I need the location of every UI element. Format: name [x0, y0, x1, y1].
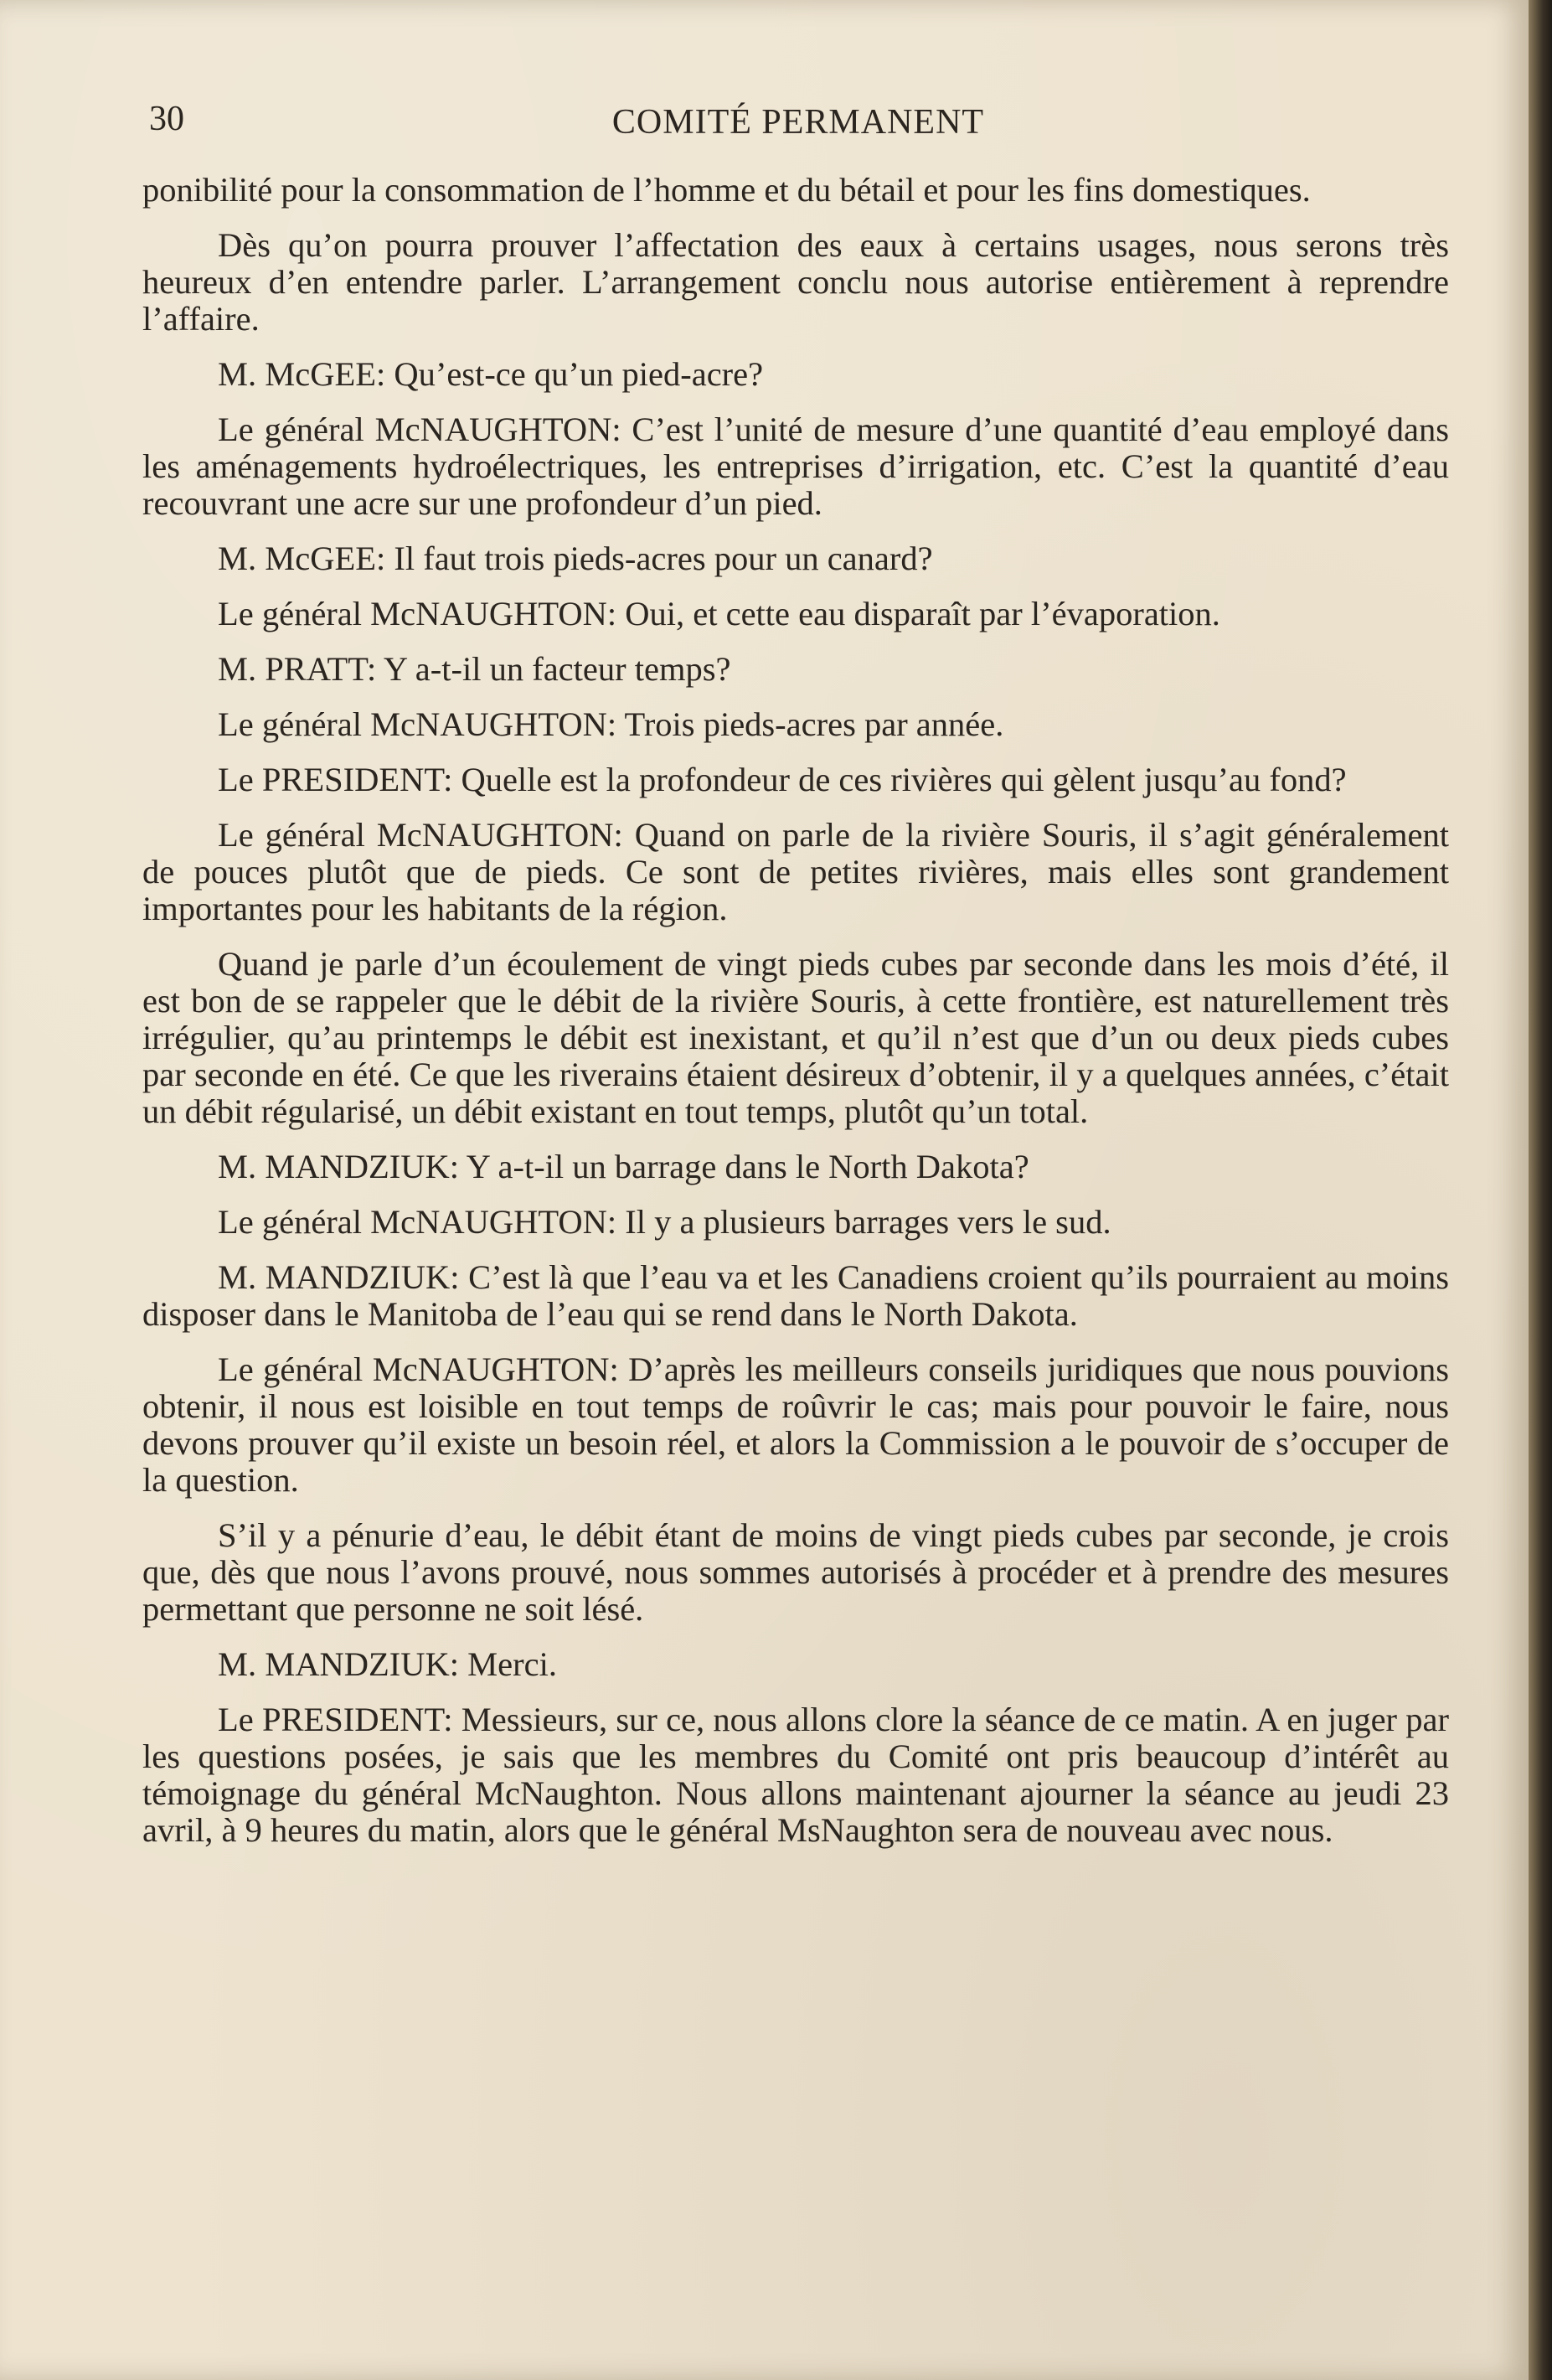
page-header	[149, 99, 1447, 149]
paragraph: Le général McNAUGHTON: Oui, et cette eau disparaît par l’évaporation.	[218, 595, 1220, 632]
paragraph: Le général McNAUGHTON: C’est l’unité de mesure d’une quantité d’eau employé dans les aménagements hydroélectriques, les entreprises d’irrigation, etc. C’est la quantité d’eau recouvrant une acre sur une profondeur d’un pied.	[142, 410, 1449, 522]
paragraph: M. McGEE: Qu’est-ce qu’un pied-acre?	[218, 355, 764, 393]
paragraph: S’il y a pénurie d’eau, le débit étant de moins de vingt pieds cubes par seconde, je crois que, dès que nous l’avons prouvé, nous sommes autorisés à procéder et à prendre des mesures permettant que personne ne soit lésé.	[142, 1516, 1449, 1628]
paragraph: Dès qu’on pourra prouver l’affectation des eaux à certains usages, nous serons très heureux d’en entendre parler. L’arrangement conclu nous autorise entièrement à reprendre l’affaire.	[142, 226, 1449, 338]
paragraph: Le PRESIDENT: Quelle est la profondeur de ces rivières qui gèlent jusqu’au fond?	[218, 761, 1347, 798]
page-number: 30	[149, 100, 184, 138]
paragraph: M. MANDZIUK: C’est là que l’eau va et les Canadiens croient qu’ils pourraient au moins disposer dans le Manitoba de l’eau qui se rend dans le North Dakota.	[142, 1258, 1449, 1333]
book-binding-edge	[1529, 0, 1552, 2380]
paragraph: Quand je parle d’un écoulement de vingt pieds cubes par seconde dans les mois d’été, il est bon de se rappeler que le débit de la rivière Souris, à cette frontière, est naturellement très irrégulier, qu’au printemps le débit est inexistant, et qu’il n’est que d’un ou deux pieds cubes par seconde en été. Ce que les riverains étaient désireux d’obtenir, il y a quelques années, c’était un débit régularisé, un débit existant en tout temps, plutôt qu’un total.	[142, 945, 1449, 1130]
paragraph: Le général McNAUGHTON: Il y a plusieurs barrages vers le sud.	[218, 1203, 1111, 1241]
paragraph: Le général McNAUGHTON: Quand on parle de la rivière Souris, il s’agit généralement de pouces plutôt que de pieds. Ce sont de petites rivières, mais elles sont grandement importantes pour les habitants de la région.	[142, 816, 1449, 927]
paragraph: Le général McNAUGHTON: D’après les meilleurs conseils juridiques que nous pouvions obtenir, il nous est loisible en tout temps de roûvrir le cas; mais pour pouvoir le faire, nous devons prouver qu’il existe un besoin réel, et alors la Commission a le pouvoir de s’occuper de la question.	[142, 1350, 1449, 1499]
paragraph: M. McGEE: Il faut trois pieds-acres pour un canard?	[218, 540, 933, 577]
paragraph: ponibilité pour la consommation de l’homme et du bétail et pour les fins domestiques.	[142, 171, 1311, 209]
running-title: COMITÉ PERMANENT	[611, 103, 985, 142]
paragraph: Le général McNAUGHTON: Trois pieds-acres par année.	[218, 705, 1004, 743]
body-text	[142, 172, 1449, 1867]
paragraph: Le PRESIDENT: Messieurs, sur ce, nous allons clore la séance de ce matin. A en juger par les questions posées, je sais que les membres du Comité ont pris beaucoup d’intérêt au témoignage du général McNaughton. Nous allons maintenant ajourner la séance au jeudi 23 avril, à 9 heures du matin, alors que le général MsNaughton sera de nouveau avec nous.	[142, 1701, 1449, 1849]
paragraph: M. PRATT: Y a-t-il un facteur temps?	[218, 650, 731, 688]
paragraph: M. MANDZIUK: Merci.	[218, 1645, 557, 1683]
paragraph: M. MANDZIUK: Y a-t-il un barrage dans le North Dakota?	[218, 1148, 1029, 1185]
